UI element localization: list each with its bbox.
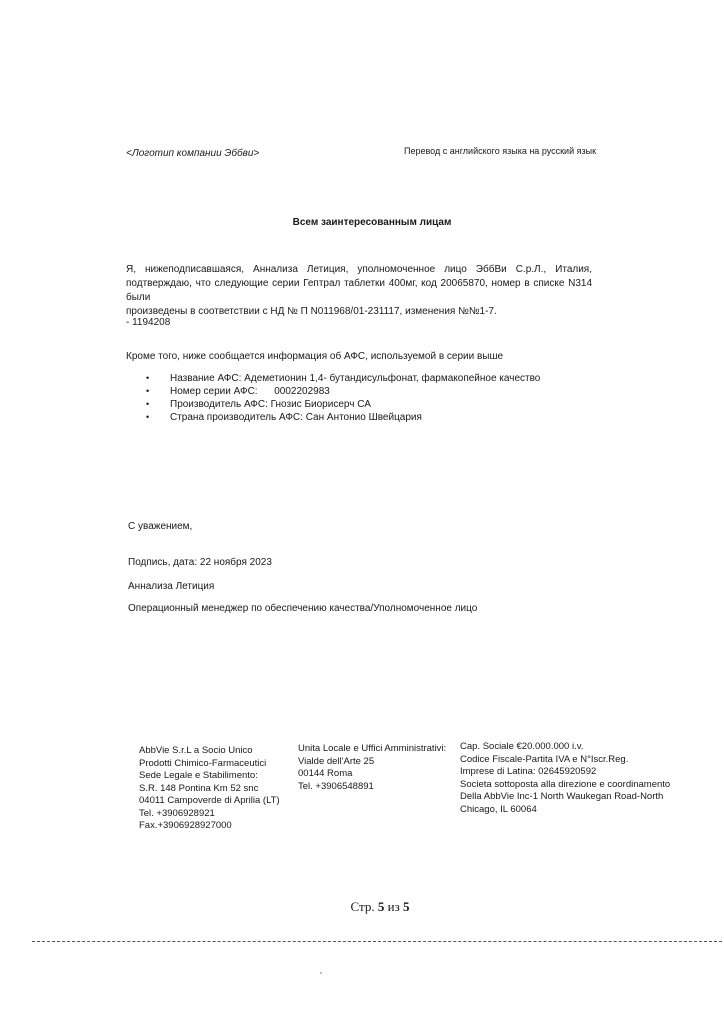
batch-serial: - 1194208 xyxy=(126,317,171,328)
footer-company-info xyxy=(139,745,280,833)
paragraph-line: подтверждаю, что следующие серии Гептрал таблетки 400мг, код 20065870, номер в списке N314 были xyxy=(126,278,592,303)
page-current: 5 xyxy=(377,899,385,914)
page-total: 5 xyxy=(402,899,410,914)
footer-line: Societa sottoposta alla direzione e coordinamento xyxy=(460,778,671,790)
footer-line: Codice Fiscale-Partita IVA e N°Iscr.Reg. xyxy=(460,753,629,765)
company-logo-placeholder: <Логотип компании Эббви> xyxy=(126,148,260,159)
bullet-icon: • xyxy=(146,399,150,409)
footer-line: Unita Locale e Uffici Amministrativi: xyxy=(298,743,447,754)
page-number xyxy=(0,899,724,915)
paragraph-line: Я, нижеподписавшаяся, Аннализа Летиция, уполномоченное лицо ЭббВи С.р.Л., Италия, xyxy=(126,264,592,275)
bullet-icon: • xyxy=(146,373,150,383)
page-separator: из xyxy=(387,899,400,914)
bullet-icon: • xyxy=(146,412,150,422)
bullet-icon: • xyxy=(146,386,150,396)
document-heading: Всем заинтересованным лицам xyxy=(292,217,452,228)
footer-line: Chicago, IL 60064 xyxy=(460,803,537,815)
api-info-list xyxy=(126,372,540,424)
footer-line: Della AbbVie Inc-1 North Waukegan Road-North xyxy=(460,791,664,802)
footer-line: Imprese di Latina: 02645920592 xyxy=(460,766,597,777)
list-item xyxy=(126,372,540,385)
footer-legal-info xyxy=(460,741,670,816)
footer-line: 04011 Campoverde di Aprilia (LT) xyxy=(139,795,280,806)
paragraph-line: произведены в соответствии с НД № П N011968/01-231117, изменения №№1-7. xyxy=(126,306,497,317)
list-item xyxy=(126,411,540,424)
page-divider xyxy=(32,941,722,942)
scan-speck xyxy=(320,972,322,974)
footer-line: Vialde dell'Arte 25 xyxy=(298,755,375,767)
list-item xyxy=(126,385,540,398)
footer-line: Sede Legale e Stabilimento: xyxy=(139,770,258,781)
page-prefix: Стр. xyxy=(350,899,375,914)
footer-line: 00144 Roma xyxy=(298,768,353,779)
footer-office-info xyxy=(298,743,446,793)
footer-line: S.R. 148 Pontina Km 52 snc xyxy=(139,782,259,794)
signer-position: Операционный менеджер по обеспечению качества/Уполномоченное лицо xyxy=(128,603,478,614)
footer-line: Fax.+3906928927000 xyxy=(139,820,232,831)
api-item-text: Название АФС: Адеметионин 1,4- бутандисульфонат, фармакопейное качество xyxy=(170,373,541,384)
signature-date: Подпись, дата: 22 ноября 2023 xyxy=(128,557,272,568)
closing-regards: С уважением, xyxy=(128,521,193,532)
confirmation-paragraph xyxy=(126,263,592,319)
footer-line: Tel. +3906928921 xyxy=(139,807,215,819)
api-item-text: Производитель АФС: Гнозис Биорисерч СА xyxy=(170,399,371,410)
api-item-text: Номер серии АФС: 0002202983 xyxy=(170,386,330,397)
signer-name: Аннализа Летиция xyxy=(128,581,215,592)
footer-line: AbbVie S.r.L a Socio Unico xyxy=(139,745,253,756)
api-intro-text: Кроме того, ниже сообщается информация об АФС, используемой в серии выше xyxy=(126,351,504,362)
list-item xyxy=(126,398,540,411)
footer-line: Prodotti Chimico-Farmaceutici xyxy=(139,757,267,769)
api-item-text: Страна производитель АФС: Сан Антонио Швейцария xyxy=(170,412,422,423)
footer-line: Tel. +3906548891 xyxy=(298,780,374,792)
footer-line: Cap. Sociale €20.000.000 i.v. xyxy=(460,741,584,752)
translation-note: Перевод с английского языка на русский язык xyxy=(404,146,597,156)
